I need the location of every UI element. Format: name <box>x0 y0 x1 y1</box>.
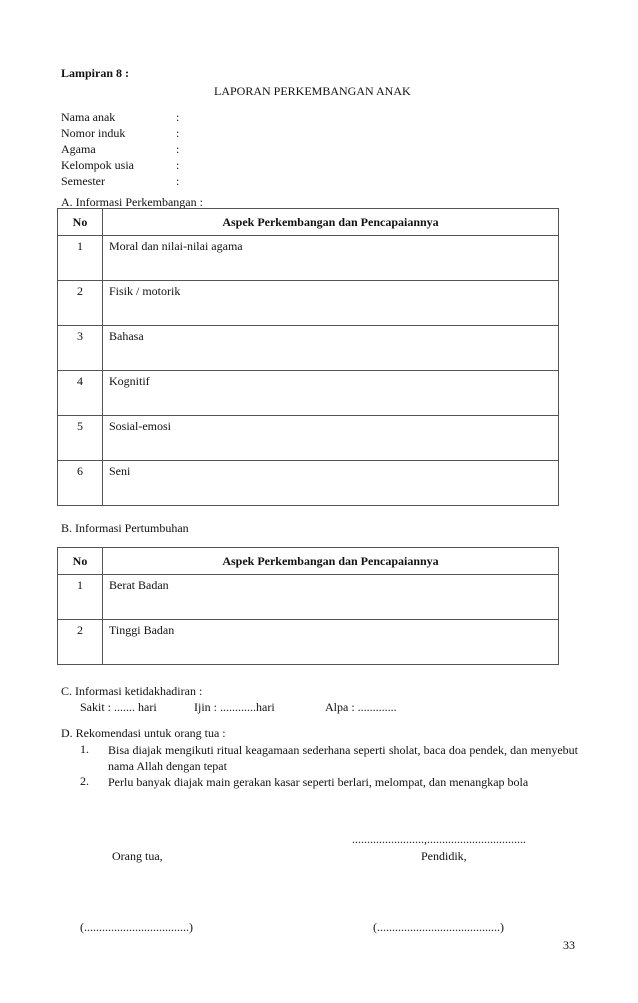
table-row <box>58 416 559 461</box>
row-aspect: Bahasa <box>103 326 559 371</box>
header-no: No <box>58 548 103 575</box>
recommendation-text: Perlu banyak diajak main gerakan kasar seperti berlari, melompat, dan menangkap bola <box>108 775 529 789</box>
table-row <box>58 620 559 665</box>
table-row <box>58 236 559 281</box>
section-c-title: C. Informasi ketidakhadiran : <box>61 684 203 698</box>
field-colon: : <box>176 110 180 124</box>
field-label-nomor-induk: Nomor induk <box>61 126 126 140</box>
table-header-row <box>58 209 559 236</box>
absence-sakit: Sakit : ....... hari <box>80 700 157 714</box>
field-colon: : <box>176 174 180 188</box>
row-no: 2 <box>58 620 103 665</box>
parent-label: Orang tua, <box>112 849 163 863</box>
table-row <box>58 326 559 371</box>
recommendation-number: 1. <box>80 742 89 756</box>
row-aspect: Seni <box>103 461 559 506</box>
field-colon: : <box>176 158 180 172</box>
recommendation-number: 2. <box>80 774 89 788</box>
row-aspect: Berat Badan <box>103 575 559 620</box>
section-a-title: A. Informasi Perkembangan : <box>61 195 203 209</box>
row-no: 2 <box>58 281 103 326</box>
field-label-kelompok-usia: Kelompok usia <box>61 158 134 172</box>
table-row <box>58 281 559 326</box>
table-header-row <box>58 548 559 575</box>
development-table <box>57 208 559 506</box>
page-number: 33 <box>563 938 575 952</box>
field-label-semester: Semester <box>61 174 105 188</box>
page-title: LAPORAN PERKEMBANGAN ANAK <box>214 84 411 98</box>
absence-ijin: Ijin : ............hari <box>194 700 275 714</box>
table-row <box>58 371 559 416</box>
place-date-line: ........................,................................. <box>352 832 526 846</box>
lampiran-label: Lampiran 8 : <box>61 66 130 80</box>
field-label-agama: Agama <box>61 142 96 156</box>
row-aspect: Kognitif <box>103 371 559 416</box>
recommendation-text: Bisa diajak mengikuti ritual keagamaan sederhana seperti sholat, baca doa pendek, dan menyebut nama Allah dengan tepat <box>108 743 578 773</box>
section-d-title: D. Rekomendasi untuk orang tua : <box>61 726 226 740</box>
teacher-signature-blank: (.........................................) <box>373 920 504 934</box>
header-aspect: Aspek Perkembangan dan Pencapaiannya <box>103 548 559 575</box>
row-aspect: Moral dan nilai-nilai agama <box>103 236 559 281</box>
header-no: No <box>58 209 103 236</box>
field-colon: : <box>176 142 180 156</box>
section-b-title: B. Informasi Pertumbuhan <box>61 521 189 535</box>
header-aspect: Aspek Perkembangan dan Pencapaiannya <box>103 209 559 236</box>
growth-table <box>57 547 559 665</box>
table-row <box>58 461 559 506</box>
teacher-label: Pendidik, <box>421 849 467 863</box>
row-aspect: Tinggi Badan <box>103 620 559 665</box>
row-aspect: Fisik / motorik <box>103 281 559 326</box>
absence-alpa: Alpa : ............. <box>325 700 397 714</box>
row-no: 3 <box>58 326 103 371</box>
row-no: 6 <box>58 461 103 506</box>
field-label-nama: Nama anak <box>61 110 116 124</box>
row-no: 1 <box>58 575 103 620</box>
table-row <box>58 575 559 620</box>
field-colon: : <box>176 126 180 140</box>
parent-signature-blank: (...................................) <box>80 920 193 934</box>
row-no: 1 <box>58 236 103 281</box>
row-no: 4 <box>58 371 103 416</box>
row-no: 5 <box>58 416 103 461</box>
row-aspect: Sosial-emosi <box>103 416 559 461</box>
